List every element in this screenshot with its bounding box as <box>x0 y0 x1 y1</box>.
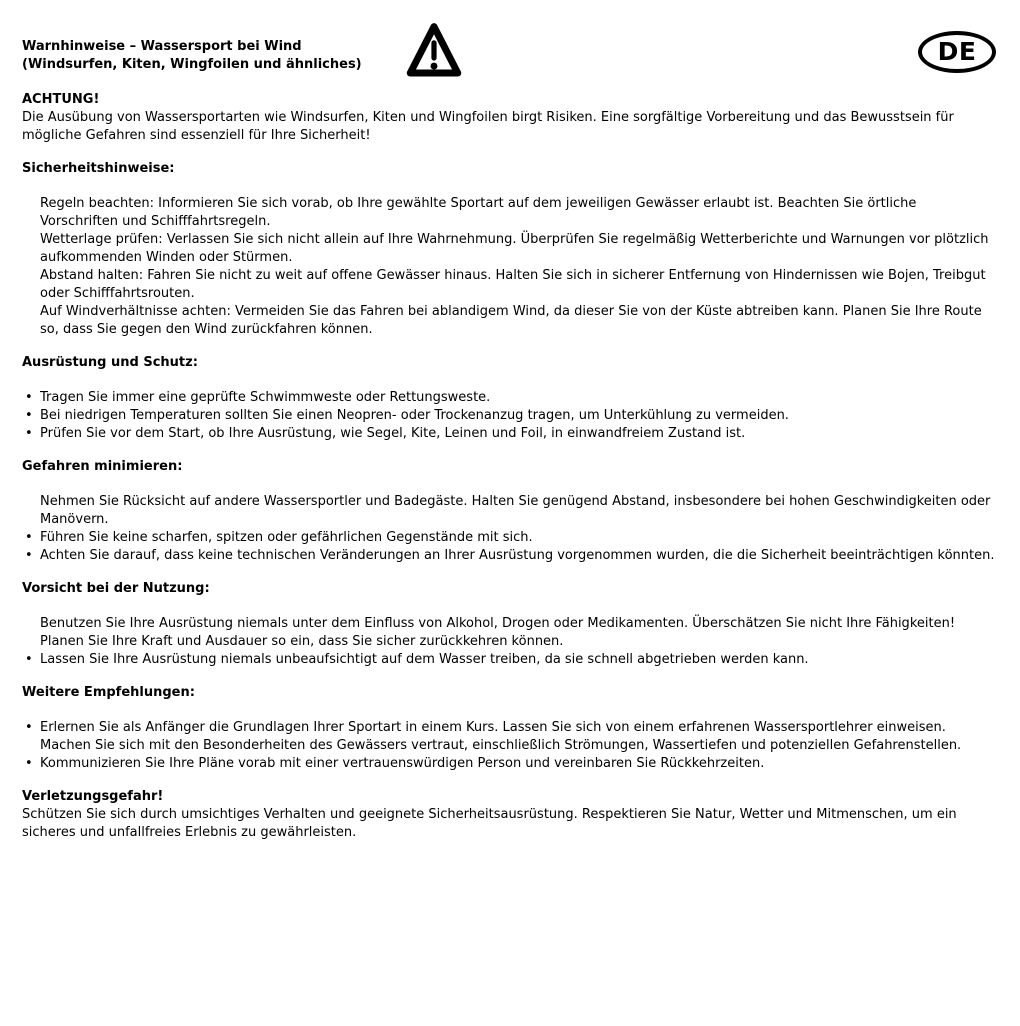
section-heading: Weitere Empfehlungen: <box>22 685 195 700</box>
section-items <box>22 195 996 339</box>
title-line-1: Warnhinweise – Wassersport bei Wind <box>22 39 302 54</box>
bullet-list-item <box>22 529 996 547</box>
text-paragraph <box>22 806 996 842</box>
document-header <box>22 20 996 76</box>
bullet-marker: • <box>25 390 33 405</box>
document-section <box>22 684 996 773</box>
item-text: Benutzen Sie Ihre Ausrüstung niemals unter dem Einfluss von Alkohol, Drogen oder Medikamenten. Überschätzen Sie nicht Ihre Fähigkeiten! Planen Sie Ihre Kraft und Ausdauer so ein, dass Sie sicher zurückkehren können. <box>40 616 956 649</box>
text-paragraph <box>22 195 996 231</box>
item-text: Abstand halten: Fahren Sie nicht zu weit auf offene Gewässer hinaus. Halten Sie sich in sicherer Entfernung von Hindernissen wie Bojen, Treibgut oder Schifffahrtsrouten. <box>40 268 986 301</box>
item-text: Lassen Sie Ihre Ausrüstung niemals unbeaufsichtigt auf dem Wasser treiben, da sie schnell abgetrieben werden kann. <box>40 652 809 667</box>
section-items <box>22 389 996 443</box>
text-paragraph <box>22 737 996 755</box>
document-section <box>22 160 996 339</box>
text-paragraph <box>22 267 996 303</box>
title-line-2: (Windsurfen, Kiten, Wingfoilen und ähnliches) <box>22 57 362 72</box>
document-section <box>22 354 996 443</box>
bullet-list-item <box>22 389 996 407</box>
text-paragraph <box>22 493 996 529</box>
item-text: Kommunizieren Sie Ihre Pläne vorab mit einer vertrauenswürdigen Person und vereinbaren Sie Rückkehrzeiten. <box>40 756 765 771</box>
bullet-marker: • <box>25 426 33 441</box>
bullet-list-item <box>22 407 996 425</box>
section-items <box>22 719 996 773</box>
item-text: Wetterlage prüfen: Verlassen Sie sich nicht allein auf Ihre Wahrnehmung. Überprüfen Sie regelmäßig Wetterberichte und Warnungen vor plötzlich aufkommenden Winden oder Stürmen. <box>40 232 989 265</box>
section-items <box>22 615 996 669</box>
text-paragraph <box>22 303 996 339</box>
section-heading: ACHTUNG! <box>22 92 100 107</box>
item-text: Machen Sie sich mit den Besonderheiten des Gewässers vertraut, einschließlich Strömungen, Wassertiefen und potenziellen Gefahrenstellen. <box>40 738 962 753</box>
section-heading: Ausrüstung und Schutz: <box>22 355 198 370</box>
bullet-marker: • <box>25 652 33 667</box>
section-items <box>22 493 996 565</box>
bullet-marker: • <box>25 530 33 545</box>
bullet-list-item <box>22 651 996 669</box>
item-text: Schützen Sie sich durch umsichtiges Verhalten und geeignete Sicherheitsausrüstung. Respektieren Sie Natur, Wetter und Mitmenschen, um ein sicheres und unfallfreies Erlebnis zu gewährleisten. <box>22 807 957 840</box>
item-text: Nehmen Sie Rücksicht auf andere Wassersportler und Badegäste. Halten Sie genügend Abstand, insbesondere bei hohen Geschwindigkeiten oder Manövern. <box>40 494 991 527</box>
language-badge <box>918 31 996 73</box>
item-text: Erlernen Sie als Anfänger die Grundlagen Ihrer Sportart in einem Kurs. Lassen Sie sich von einem erfahrenen Wassersportlehrer einweisen. <box>40 720 946 735</box>
text-paragraph <box>22 615 996 651</box>
document-section <box>22 580 996 669</box>
section-heading: Vorsicht bei der Nutzung: <box>22 581 210 596</box>
item-text: Tragen Sie immer eine geprüfte Schwimmweste oder Rettungsweste. <box>40 390 491 405</box>
item-text: Prüfen Sie vor dem Start, ob Ihre Ausrüstung, wie Segel, Kite, Leinen und Foil, in einwandfreiem Zustand ist. <box>40 426 746 441</box>
bullet-marker: • <box>25 720 33 735</box>
bullet-list-item <box>22 425 996 443</box>
document-section <box>22 458 996 565</box>
section-items <box>22 806 996 842</box>
section-heading: Sicherheitshinweise: <box>22 161 175 176</box>
item-text: Die Ausübung von Wassersportarten wie Windsurfen, Kiten und Wingfoilen birgt Risiken. Eine sorgfältige Vorbereitung und das Bewusstsein für mögliche Gefahren sind essenziell für Ihre Sicherheit! <box>22 110 954 143</box>
sections-container <box>22 91 996 842</box>
language-badge-label: DE <box>937 37 977 66</box>
warning-triangle-icon <box>405 20 463 82</box>
item-text: Regeln beachten: Informieren Sie sich vorab, ob Ihre gewählte Sportart auf dem jeweiligen Gewässer erlaubt ist. Beachten Sie örtliche Vorschriften und Schifffahrtsregeln. <box>40 196 917 229</box>
page-title <box>22 20 996 74</box>
bullet-list-item <box>22 547 996 565</box>
document-section <box>22 91 996 145</box>
bullet-list-item <box>22 755 996 773</box>
section-heading: Gefahren minimieren: <box>22 459 183 474</box>
document-section <box>22 788 996 842</box>
bullet-list-item <box>22 719 996 737</box>
item-text: Bei niedrigen Temperaturen sollten Sie einen Neopren- oder Trockenanzug tragen, um Unterkühlung zu vermeiden. <box>40 408 789 423</box>
item-text: Führen Sie keine scharfen, spitzen oder gefährlichen Gegenstände mit sich. <box>40 530 533 545</box>
text-paragraph <box>22 231 996 267</box>
section-items <box>22 109 996 145</box>
text-paragraph <box>22 109 996 145</box>
item-text: Achten Sie darauf, dass keine technischen Veränderungen an Ihrer Ausrüstung vorgenommen wurden, die die Sicherheit beeinträchtigen könnten. <box>40 548 995 563</box>
bullet-marker: • <box>25 408 33 423</box>
bullet-marker: • <box>25 756 33 771</box>
item-text: Auf Windverhältnisse achten: Vermeiden Sie das Fahren bei ablandigem Wind, da dieser Sie von der Küste abtreiben kann. Planen Sie Ihre Route so, dass Sie gegen den Wind zurückfahren können. <box>40 304 982 337</box>
section-heading: Verletzungsgefahr! <box>22 789 164 804</box>
bullet-marker: • <box>25 548 33 563</box>
